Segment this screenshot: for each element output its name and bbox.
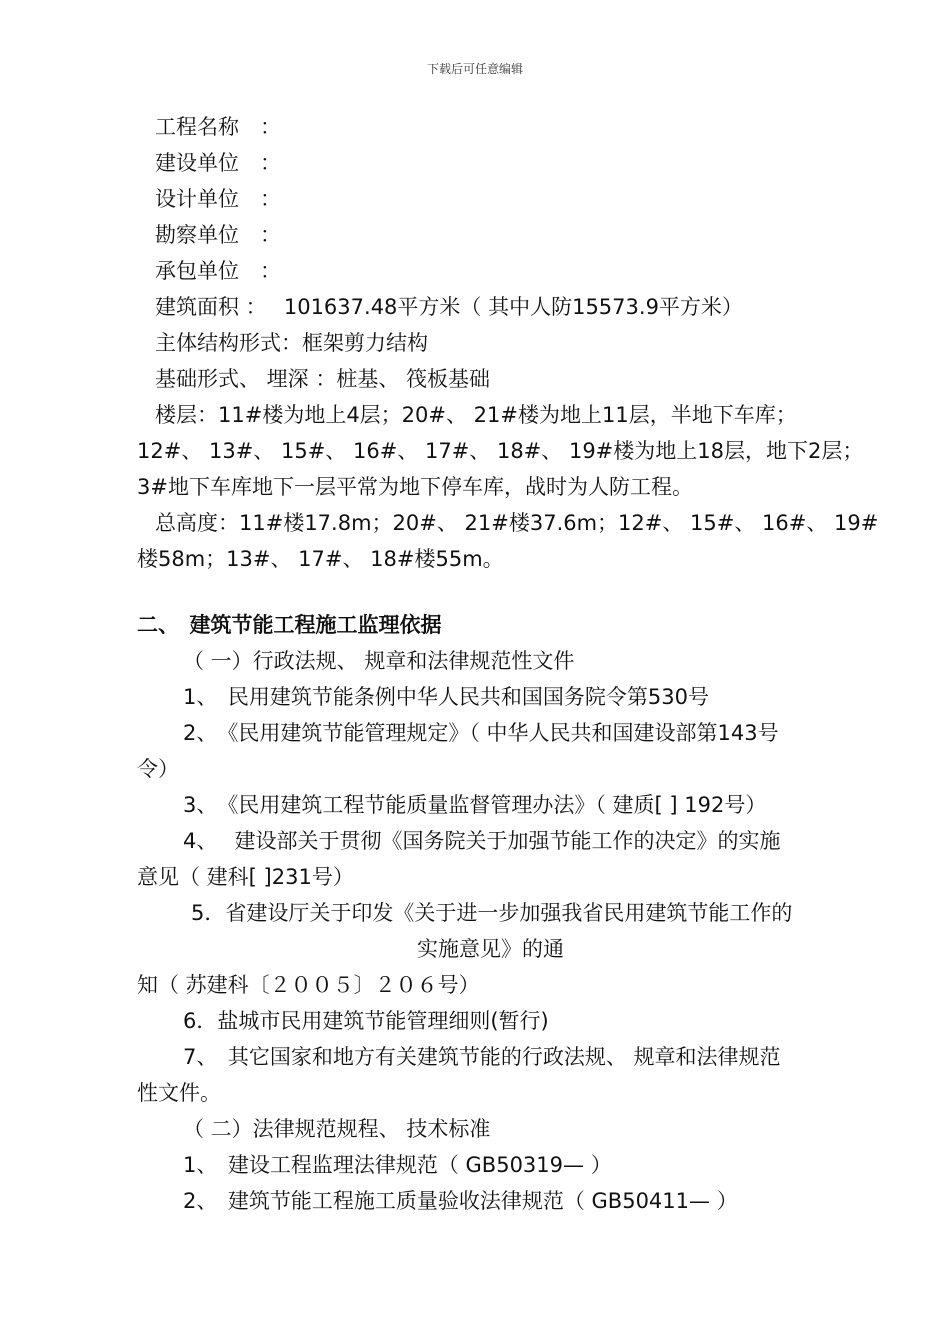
floors-line-3: 3#地下车库地下一层平常为地下停车库，战时为人防工程。	[137, 475, 693, 499]
subsection-2-heading: （ 二）法律规范规程、 技术标准	[183, 1117, 491, 1141]
list-item-continued: 性文件。	[137, 1081, 221, 1105]
building-area: 建筑面积 ： 101637.48平方米（ 其中人防15573.9平方米）	[155, 295, 743, 319]
list-item: 2、 建筑节能工程施工质量验收法律规范（ GB50411— ）	[183, 1189, 738, 1213]
height-line-1: 总高度：11#楼17.8m；20#、 21#楼37.6m；12#、 15#、 16#、 19#	[155, 511, 879, 535]
list-item: 7、 其它国家和地方有关建筑节能的行政法规、 规章和法律规范	[183, 1045, 781, 1069]
surveyor-label: 勘察单位 ：	[155, 223, 281, 247]
page-header: 下载后可任意编辑	[426, 62, 523, 76]
floors-line-1: 楼层：11#楼为地上4层；20#、 21#楼为地上11层，半地下车库；	[155, 403, 797, 427]
owner-label: 建设单位 ：	[155, 151, 281, 175]
list-item: 4、 建设部关于贯彻《国务院关于加强节能工作的决定》的实施	[183, 829, 781, 853]
list-item: 1、 建设工程监理法律规范（ GB50319— ）	[183, 1153, 612, 1177]
list-item-continued: 实施意见》的通	[417, 937, 564, 961]
project-name-label: 工程名称 ：	[155, 115, 281, 139]
list-item-continued: 令）	[137, 757, 179, 781]
list-item: 3、 《民用建筑工程节能质量监督管理办法》（ 建质[ ] 192号）	[183, 793, 767, 817]
foundation-form: 基础形式、 埋深 ：桩基、 筏板基础	[155, 367, 491, 391]
structure-form: 主体结构形式：框架剪力结构	[155, 331, 428, 355]
designer-label: 设计单位 ：	[155, 187, 281, 211]
list-item: 6．盐城市民用建筑节能管理细则(暂行)	[183, 1009, 549, 1033]
contractor-label: 承包单位 ：	[155, 259, 281, 283]
subsection-1-heading: （ 一）行政法规、 规章和法律规范性文件	[183, 649, 575, 673]
list-item-continued: 知（ 苏建科〔２００５〕２０６号）	[137, 973, 480, 997]
floors-line-2: 12#、 13#、 15#、 16#、 17#、 18#、 19#楼为地上18层，地下2层；	[137, 439, 864, 463]
list-item-continued: 意见（ 建科[ ]231号）	[137, 865, 354, 889]
height-line-2: 楼58m；13#、 17#、 18#楼55m。	[137, 547, 504, 571]
section-2-title: 二、 建筑节能工程施工监理依据	[137, 613, 442, 637]
list-item: 2、 《民用建筑节能管理规定》（ 中华人民共和国建设部第143号	[183, 721, 779, 745]
list-item: 1、 民用建筑节能条例中华人民共和国国务院令第530号	[183, 685, 709, 709]
list-item: 5．省建设厅关于印发《关于进一步加强我省民用建筑节能工作的	[191, 901, 793, 925]
